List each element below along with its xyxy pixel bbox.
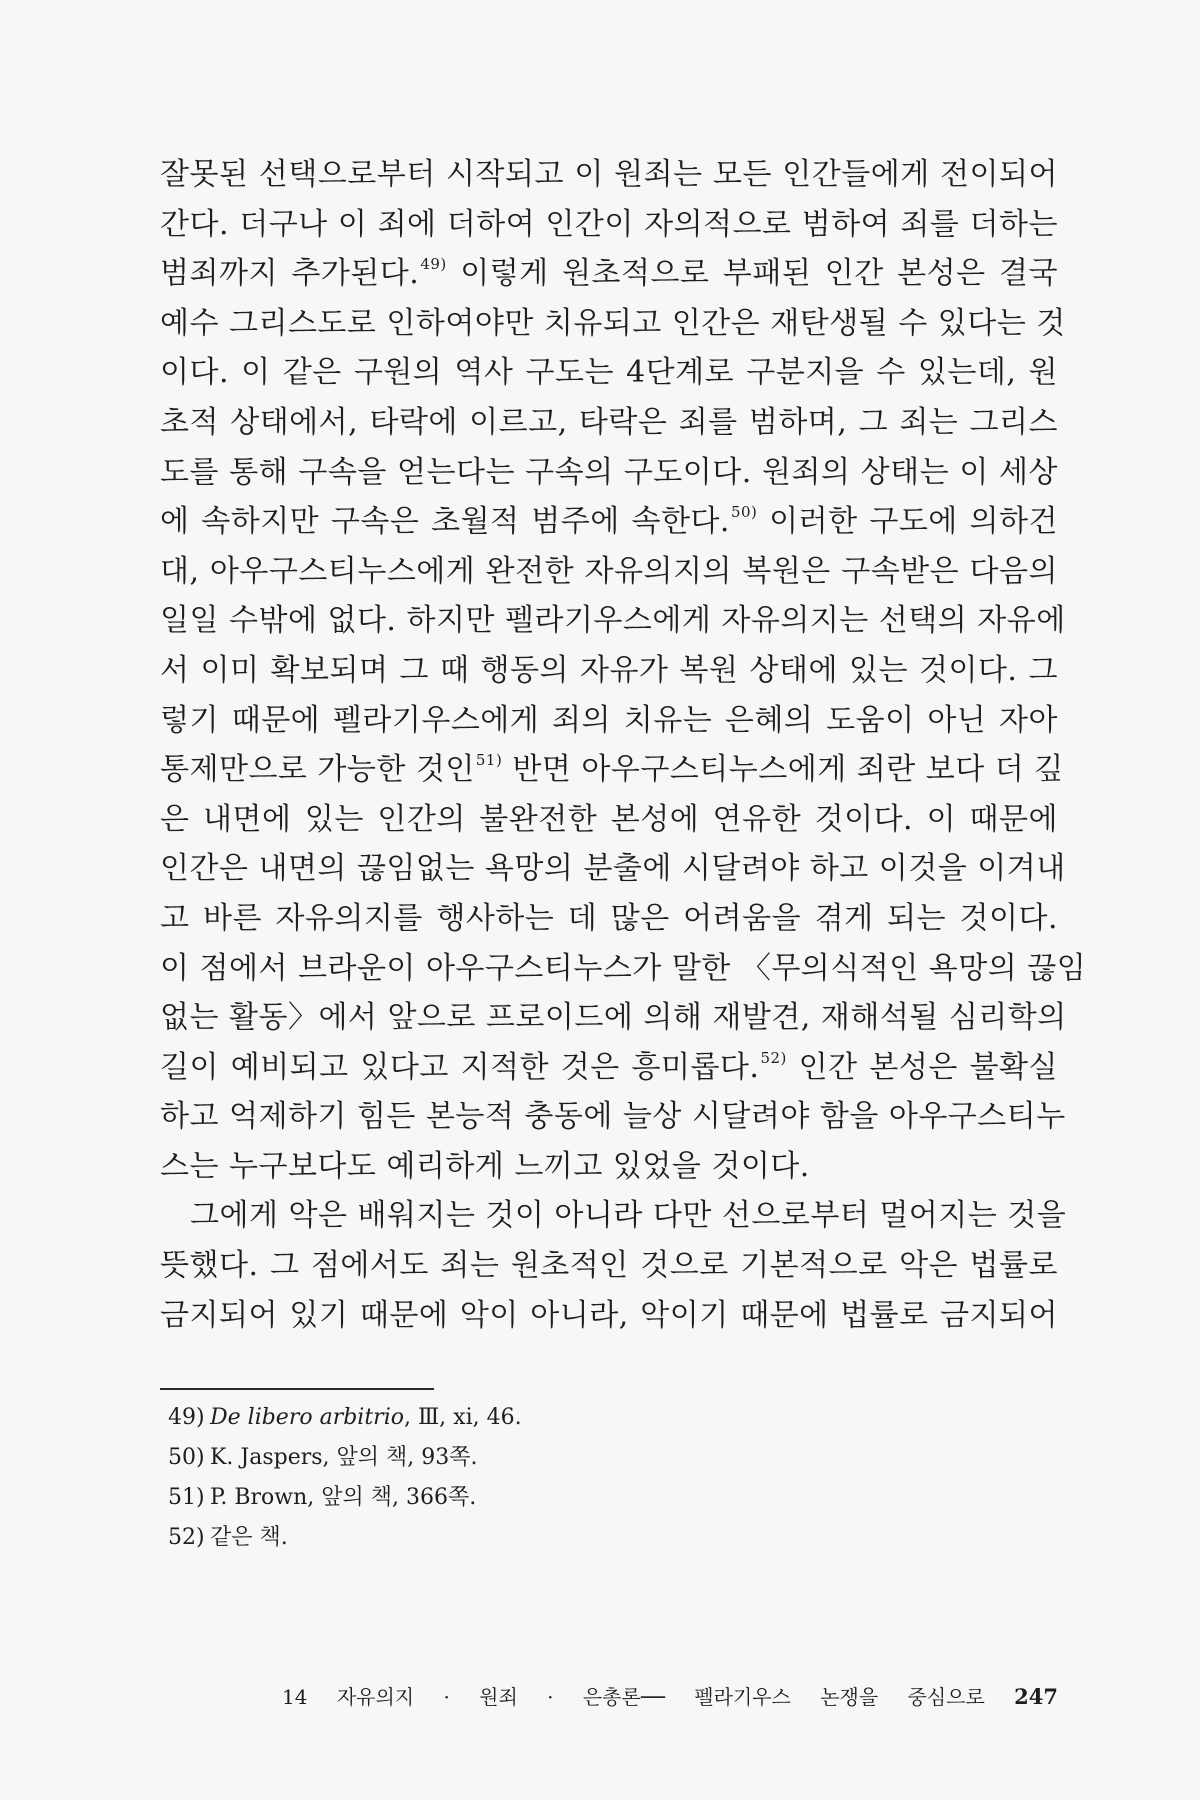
- text-line: 은 내면에 있는 인간의 불완전한 본성에 연유한 것이다. 이 때문에: [160, 801, 1058, 837]
- footnote-number: 52): [168, 1525, 205, 1550]
- footnote-number: 50): [168, 1445, 205, 1470]
- text-line: 도를 통해 구속을 얻는다는 구속의 구도이다. 원죄의 상태는 이 세상: [160, 454, 1058, 490]
- text-line: 뜻했다. 그 점에서도 죄는 원초적인 것으로 기본적으로 악은 법률로: [160, 1248, 1058, 1284]
- page-number: 247: [1014, 1684, 1058, 1709]
- chapter-number: 14: [282, 1685, 308, 1709]
- text-line: 대, 아우구스티누스에게 완전한 자유의지의 복원은 구속받은 다음의: [160, 553, 1058, 589]
- footnote-ref: 49): [420, 255, 447, 274]
- footnote-ref: 52): [760, 1048, 787, 1067]
- footnote-title: De libero arbitrio: [210, 1405, 404, 1430]
- footnote-text: , Ⅲ, xi, 46.: [403, 1405, 522, 1430]
- text-line: 그에게 악은 배워지는 것이 아니라 다만 선으로부터 멀어지는 것을: [190, 1198, 1067, 1234]
- chapter-title: 자유의지 · 원죄 · 은총론── 펠라기우스 논쟁을 중심으로: [336, 1685, 985, 1709]
- text-line: 일일 수밖에 없다. 하지만 펠라기우스에게 자유의지는 선택의 자유에: [160, 603, 1066, 639]
- footnote: [168, 1518, 868, 1558]
- footnote-text: P. Brown, 앞의 책, 366쪽.: [210, 1485, 477, 1510]
- running-footer: [282, 1681, 1058, 1710]
- text-line: 서 이미 확보되며 그 때 행동의 자유가 복원 상태에 있는 것이다. 그: [160, 652, 1058, 688]
- text-line: 없는 활동〉에서 앞으로 프로이드에 의해 재발견, 재해석될 심리학의: [160, 1000, 1067, 1036]
- footnote-divider: [160, 1388, 434, 1390]
- text-line: 예수 그리스도로 인하여야만 치유되고 인간은 재탄생될 수 있다는 것: [160, 305, 1066, 341]
- text-line: 금지되어 있기 때문에 악이 아니라, 악이기 때문에 법률로 금지되어: [160, 1297, 1058, 1333]
- footnote-number: 49): [168, 1405, 205, 1430]
- footnote: [168, 1398, 868, 1438]
- text-line: 범죄까지 추가된다.$^{49)}$ 이렇게 원초적으로 부패된 인간 본성은 결국: [160, 255, 1058, 292]
- text-line: 고 바른 자유의지를 행사하는 데 많은 어려움을 겪게 되는 것이다.: [160, 900, 1058, 936]
- text-line: 간다. 더구나 이 죄에 더하여 인간이 자의적으로 범하여 죄를 더하는: [160, 206, 1058, 242]
- body-text: [160, 150, 1087, 1340]
- footnote: [168, 1478, 868, 1518]
- text-line: 잘못된 선택으로부터 시작되고 이 원죄는 모든 인간들에게 전이되어: [160, 157, 1058, 192]
- text-line: 하고 억제하기 힘든 본능적 충동에 늘상 시달려야 함을 아우구스티누: [160, 1099, 1066, 1135]
- footnotes: [168, 1398, 868, 1558]
- footnote-number: 51): [168, 1485, 205, 1510]
- text-line: 통제만으로 가능한 것인$^{51)}$ 반면 아우구스티누스에게 죄란 보다 더 깊: [160, 751, 1064, 788]
- text-line: 렇기 때문에 펠라기우스에게 죄의 치유는 은혜의 도움이 아닌 자아: [160, 702, 1058, 738]
- text-line: 초적 상태에서, 타락에 이르고, 타락은 죄를 범하며, 그 죄는 그리스: [160, 404, 1058, 440]
- text-line: 길이 예비되고 있다고 지적한 것은 흥미롭다.$^{52)}$ 인간 본성은 불확실: [160, 1048, 1059, 1085]
- text-line: 이다. 이 같은 구원의 역사 구도는 4단계로 구분지을 수 있는데, 원: [160, 355, 1058, 391]
- footnote: [168, 1438, 868, 1478]
- text-line: 인간은 내면의 끊임없는 욕망의 분출에 시달려야 하고 이것을 이겨내: [160, 851, 1066, 887]
- footnote-text: 같은 책.: [210, 1525, 288, 1550]
- footnote-text: K. Jaspers, 앞의 책, 93쪽.: [210, 1445, 478, 1470]
- footnote-ref: 50): [730, 503, 758, 522]
- text-line: 에 속하지만 구속은 초월적 범주에 속한다.$^{50)}$ 이러한 구도에 의하건: [160, 503, 1058, 540]
- footnote-ref: 51): [475, 751, 503, 770]
- text-line: 이 점에서 브라운이 아우구스티누스가 말한 〈무의식적인 욕망의 끊임: [160, 950, 1087, 986]
- text-line: 스는 누구보다도 예리하게 느끼고 있었을 것이다.: [160, 1148, 810, 1184]
